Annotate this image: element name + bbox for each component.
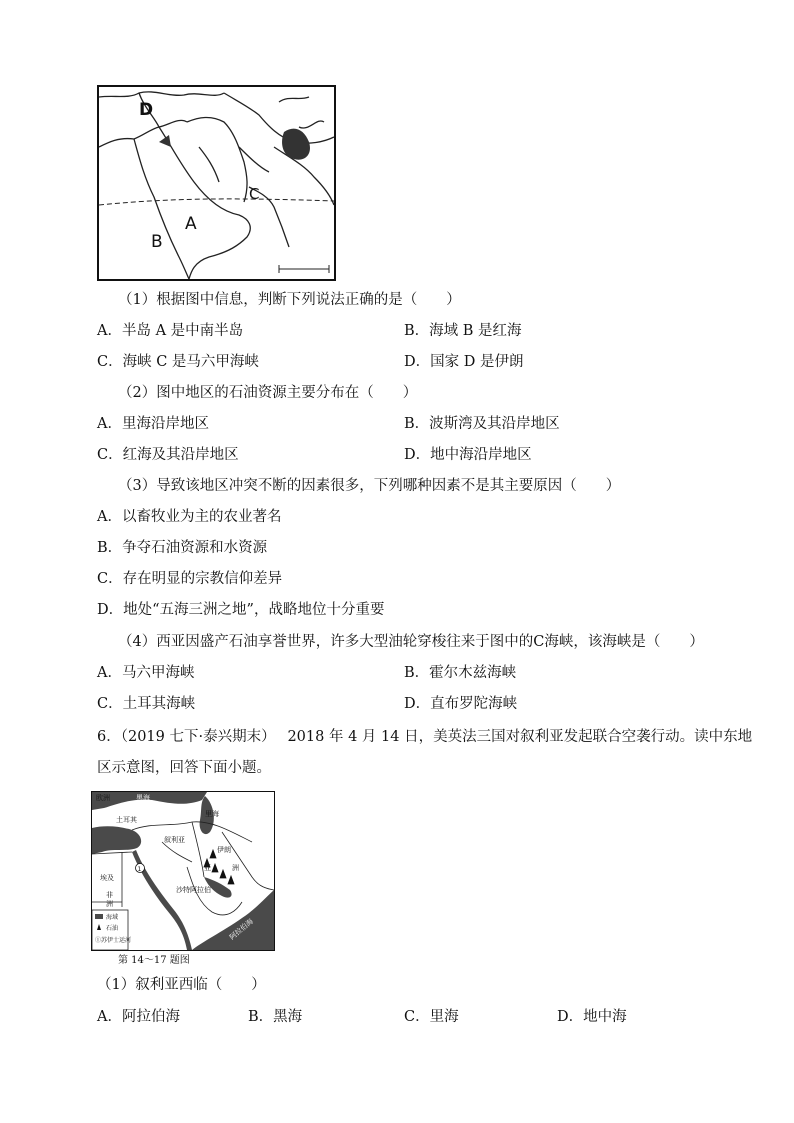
label-c: C bbox=[249, 185, 260, 203]
q6-intro-line-2: 区示意图，回答下面小题。 bbox=[97, 760, 271, 776]
q6-intro-line-1: 6．（2019 七下·泰兴期末） 2018 年 4 月 14 日，美英法三国对叙利亚发起联合空袭行动。读中东地 bbox=[97, 729, 753, 745]
map2-label-caspian: 里海 bbox=[205, 810, 219, 818]
map-2-drawing bbox=[92, 792, 274, 950]
map2-label-egypt: 埃及 bbox=[100, 874, 114, 882]
map2-label-turkey: 土耳其 bbox=[116, 816, 137, 824]
q5-1-option-c[interactable]: C．海峡 C 是马六甲海峡 bbox=[97, 354, 259, 370]
map2-label-asia-1: 亚 bbox=[204, 864, 211, 872]
q5-2-option-a[interactable]: A．里海沿岸地区 bbox=[97, 416, 209, 432]
svg-text:1: 1 bbox=[137, 866, 142, 873]
map2-caption: 第 14～17 题图 bbox=[118, 955, 190, 966]
q6-1-option-b[interactable]: B．黑海 bbox=[248, 1009, 303, 1025]
map2-label-africa-2: 洲 bbox=[106, 900, 113, 908]
label-b: B bbox=[151, 232, 163, 252]
q6-1-stem: （1）叙利亚西临（ ） bbox=[97, 977, 266, 993]
q5-2-stem: （2）图中地区的石油资源主要分布在（ ） bbox=[118, 385, 418, 401]
map2-label-black-sea: 黑海 bbox=[136, 794, 150, 802]
map2-label-arabian-sea: 阿拉伯海 bbox=[228, 917, 255, 942]
map2-label-iran: 伊朗 bbox=[217, 846, 231, 854]
q5-1-stem: （1）根据图中信息，判断下列说法正确的是（ ） bbox=[118, 292, 461, 308]
map2-label-africa-1: 非 bbox=[106, 891, 113, 899]
label-d: D bbox=[139, 100, 154, 120]
q5-4-option-b[interactable]: B．霍尔木兹海峡 bbox=[404, 665, 517, 681]
map2-label-saudi: 沙特阿拉伯 bbox=[176, 886, 211, 894]
map-middle-east-regions bbox=[91, 791, 275, 951]
map-middle-east-outline bbox=[97, 85, 336, 281]
q5-1-option-a[interactable]: A．半岛 A 是中南半岛 bbox=[97, 323, 244, 339]
q5-4-option-c[interactable]: C．土耳其海峡 bbox=[97, 696, 196, 712]
q5-4-stem: （4）西亚因盛产石油享誉世界，许多大型油轮穿梭往来于图中的C海峡，该海峡是（ ） bbox=[118, 634, 704, 650]
map2-legend-sea: 海域 bbox=[106, 914, 119, 921]
label-a: A bbox=[185, 214, 197, 234]
q5-4-option-d[interactable]: D．直布罗陀海峡 bbox=[404, 696, 518, 712]
map2-legend-oil: 石油 bbox=[106, 925, 119, 932]
q5-1-option-d[interactable]: D．国家 D 是伊朗 bbox=[404, 354, 524, 370]
q5-3-option-d[interactable]: D．地处“五海三洲之地”，战略地位十分重要 bbox=[97, 602, 385, 618]
q5-1-option-b[interactable]: B．海域 B 是红海 bbox=[404, 323, 522, 339]
map2-label-asia-2: 洲 bbox=[232, 864, 239, 872]
q5-3-stem: （3）导致该地区冲突不断的因素很多，下列哪种因素不是其主要原因（ ） bbox=[118, 478, 621, 494]
map2-legend-suez: ①苏伊士运河 bbox=[95, 937, 132, 944]
q5-2-option-d[interactable]: D．地中海沿岸地区 bbox=[404, 447, 532, 463]
map-1-drawing bbox=[99, 87, 334, 279]
map2-label-syria: 叙利亚 bbox=[164, 836, 185, 844]
q5-3-option-a[interactable]: A．以畜牧业为主的农业著名 bbox=[97, 509, 282, 525]
q5-3-option-b[interactable]: B．争夺石油资源和水资源 bbox=[97, 540, 268, 556]
q5-3-option-c[interactable]: C．存在明显的宗教信仰差异 bbox=[97, 571, 283, 587]
q6-1-option-a[interactable]: A．阿拉伯海 bbox=[97, 1009, 180, 1025]
q5-2-option-b[interactable]: B．波斯湾及其沿岸地区 bbox=[404, 416, 560, 432]
q6-1-option-d[interactable]: D．地中海 bbox=[557, 1009, 627, 1025]
q6-1-option-c[interactable]: C．里海 bbox=[404, 1009, 459, 1025]
map2-label-europe: 欧洲 bbox=[96, 794, 110, 802]
q5-4-option-a[interactable]: A．马六甲海峡 bbox=[97, 665, 195, 681]
q5-2-option-c[interactable]: C．红海及其沿岸地区 bbox=[97, 447, 239, 463]
